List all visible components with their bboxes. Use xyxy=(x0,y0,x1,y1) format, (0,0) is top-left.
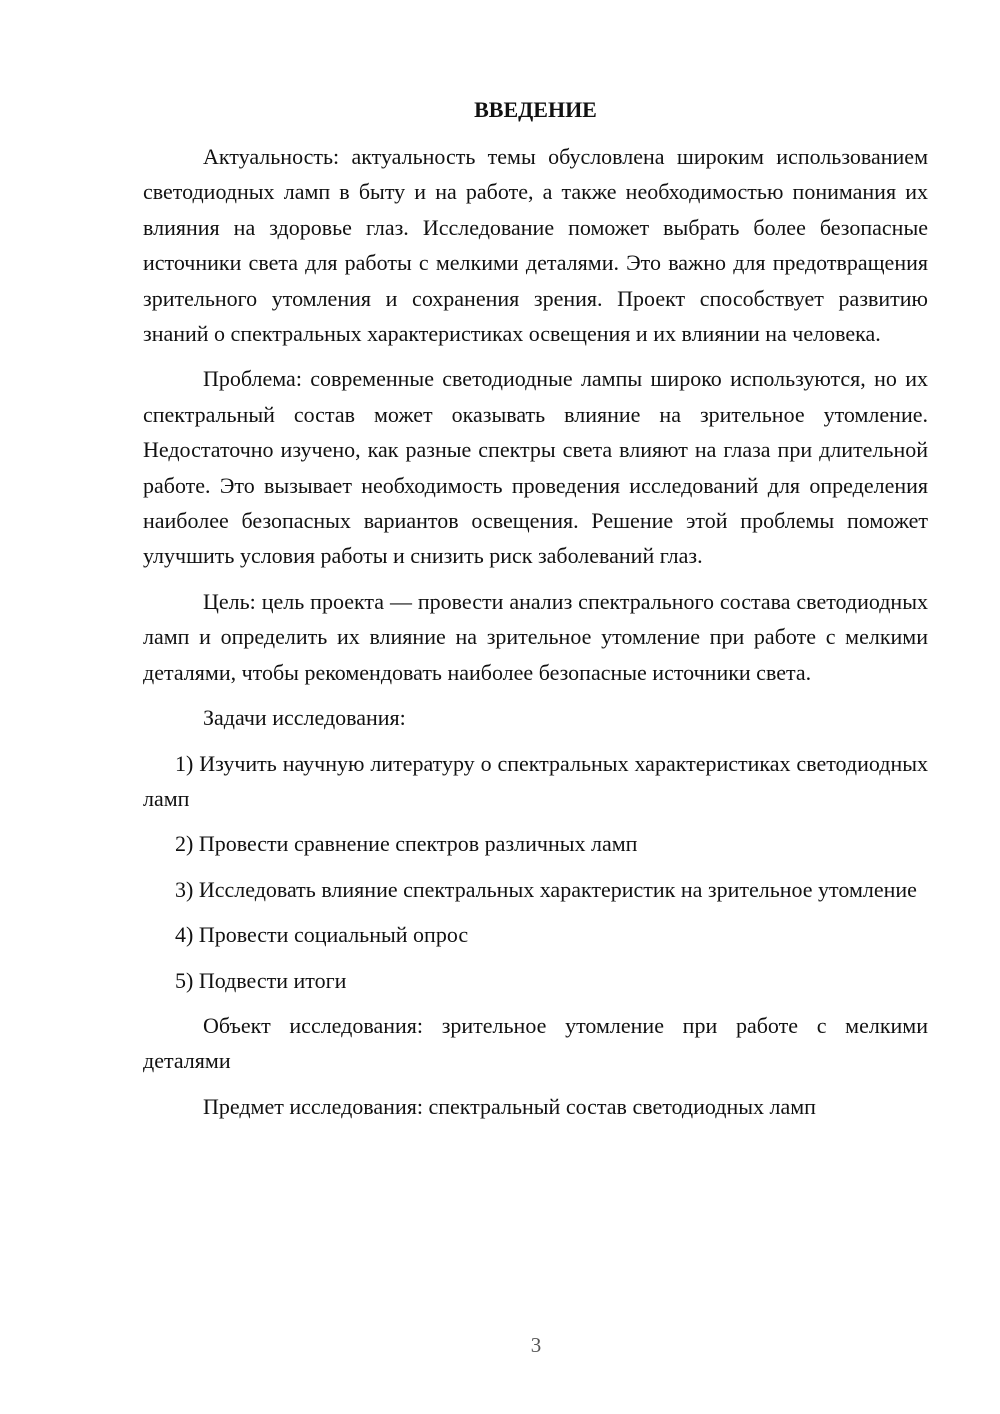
page-number: 3 xyxy=(530,1333,542,1357)
task-item: 2) Провести сравнение спектров различных ламп xyxy=(175,831,638,857)
paragraph-relevance: Актуальность: актуальность темы обусловлена широким использованием светодиодных ламп в быту и на работе, а также необходимостью понимания их влияния на здоровье глаз. Исследование поможет выбрать более безопасные источники света для работы с мелкими деталями. Это важно для предотвращения зрительного утомления и сохранения зрения. Проект способствует развитию знаний о спектральных характеристиках освещения и их влиянии на человека. xyxy=(143,144,928,347)
paragraph-object: Объект исследования: зрительное утомление при работе с мелкими деталями xyxy=(143,1012,928,1074)
tasks-heading: Задачи исследования: xyxy=(203,705,406,731)
task-item: 3) Исследовать влияние спектральных характеристик на зрительное утомление xyxy=(175,876,917,902)
paragraph-subject: Предмет исследования: спектральный состав светодиодных ламп xyxy=(203,1093,816,1119)
paragraph-goal: Цель: цель проекта — провести анализ спектрального состава светодиодных ламп и определить их влияние на зрительное утомление при работе с мелкими деталями, чтобы рекомендовать наиболее безопасные источники света. xyxy=(143,588,928,685)
task-item: 4) Провести социальный опрос xyxy=(175,922,469,948)
task-item: 1) Изучить научную литературу о спектральных характеристиках светодиодных ламп xyxy=(143,750,928,811)
document-page xyxy=(143,92,928,1134)
task-item: 5) Подвести итоги xyxy=(175,967,347,993)
section-title: ВВЕДЕНИЕ xyxy=(474,97,597,122)
paragraph-problem: Проблема: современные светодиодные лампы широко используются, но их спектральный состав может оказывать влияние на зрительное утомление. Недостаточно изучено, как разные спектры света влияют на глаза при длительной работе. Это вызывает необходимость проведения исследований для определения наиболее безопасных вариантов освещения. Решение этой проблемы поможет улучшить условия работы и снизить риск заболеваний глаз. xyxy=(143,366,928,569)
